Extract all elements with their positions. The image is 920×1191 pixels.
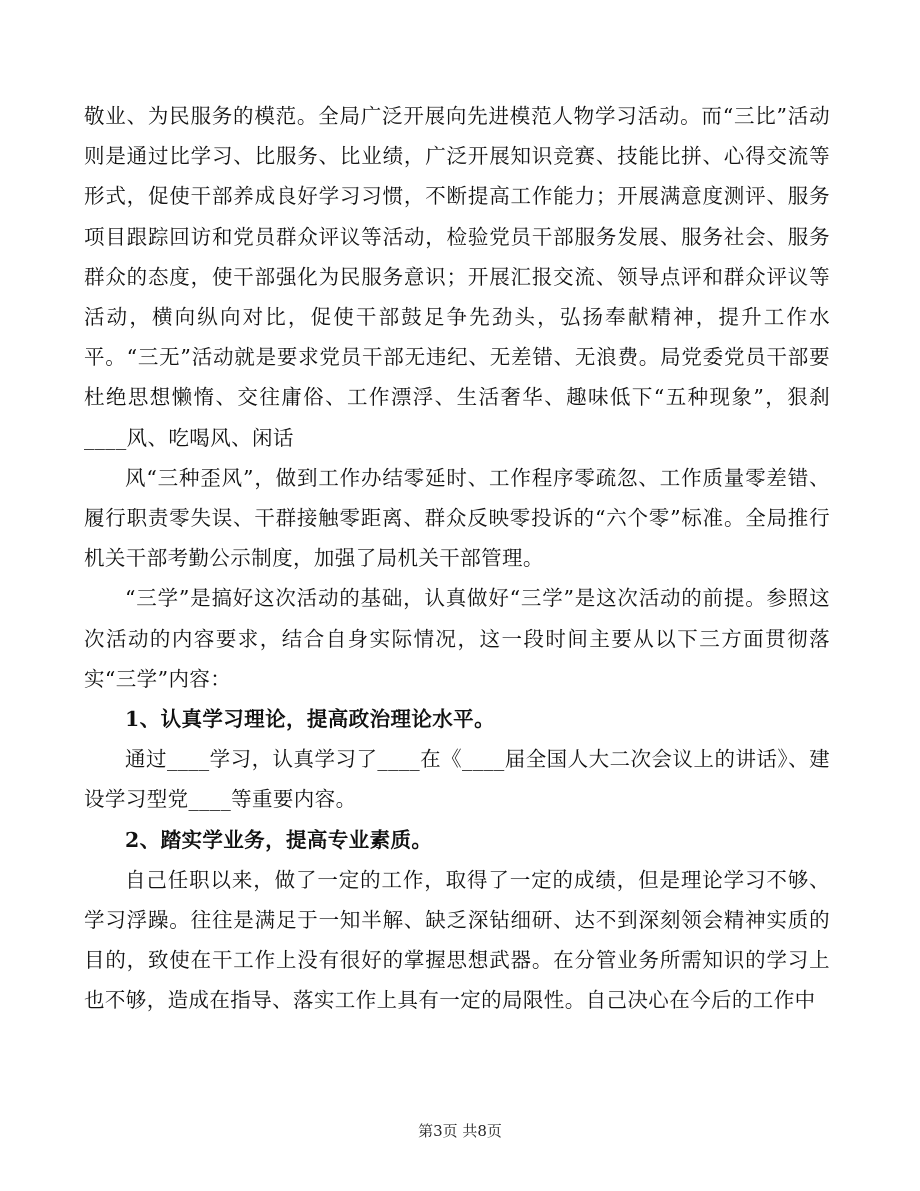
paragraph-1: 敬业、为民服务的模范。全局广泛开展向先进模范人物学习活动。而“三比”活动则是通过比学习、比服务、比业绩，广泛开展知识竞赛、技能比拼、心得交流等形式，促使干部养成良好学习习惯，不断提高工作能力；开展满意度测评、服务项目跟踪回访和党员群众评议等活动，检验党员干部服务发展、服务社会、服务群众的态度，使干部强化为民服务意识；开展汇报交流、领导点评和群众评议等活动，横向纵向对比，促使干部鼓足争先劲头，弘扬奉献精神，提升工作水平。“三无”活动就是要求党员干部无违纪、无差错、无浪费。局党委党员干部要杜绝思想懒惰、交往庸俗、工作漂浮、生活奢华、趣味低下“五种现象”，狠刹____风、吃喝风、闲话 [84, 104, 830, 450]
paragraph-3: “三学”是搞好这次活动的基础，认真做好“三学”是这次活动的前提。参照这次活动的内容要求，结合自身实际情况，这一段时间主要从以下三方面贯彻落实“三学”内容： [84, 586, 830, 691]
page-number-footer: 第3页 共8页 [418, 1122, 502, 1140]
paragraph-2: 风“三种歪风”，做到工作办结零延时、工作程序零疏忽、工作质量零差错、履行职责零失误、干群接触零距离、群众反映零投诉的“六个零”标准。全局推行机关干部考勤公示制度，加强了局机关干部管理。 [84, 465, 830, 571]
document-body [84, 96, 830, 1021]
section-heading-1: 1、认真学习理论，提高政治理论水平。 [125, 707, 495, 732]
section-heading-2: 2、踏实学业务，提高专业素质。 [125, 827, 433, 852]
paragraph-5: 自己任职以来，做了一定的工作，取得了一定的成绩，但是理论学习不够、学习浮躁。往往是满足于一知半解、缺乏深钻细研、达不到深刻领会精神实质的目的，致使在干工作上没有很好的掌握思想武器。在分管业务所需知识的学习上也不够，造成在指导、落实工作上具有一定的局限性。自己决心在今后的工作中 [84, 867, 830, 1013]
paragraph-4: 通过____学习，认真学习了____在《____届全国人大二次会议上的讲话》、建设学习型党____等重要内容。 [84, 747, 830, 812]
